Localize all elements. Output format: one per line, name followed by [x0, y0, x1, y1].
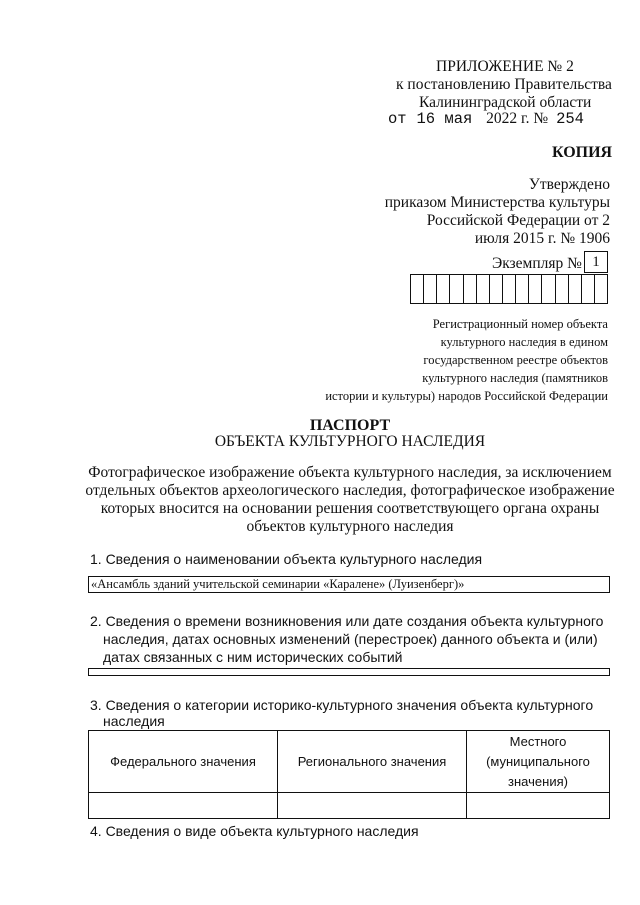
grid-cell — [477, 275, 490, 303]
approved-line-1: Утверждено — [528, 176, 610, 193]
grid-cell — [450, 275, 463, 303]
copy-label: КОПИЯ — [552, 144, 613, 161]
grid-cell — [595, 275, 607, 303]
photo-text-2: отдельных объектов археологического наследия, фотографическое изображение — [85, 482, 615, 499]
category-value-row — [89, 793, 610, 819]
appendix-title: ПРИЛОЖЕНИЕ № 2 — [436, 58, 574, 75]
registration-number-grid — [410, 274, 608, 304]
decree-number: 254 — [556, 110, 584, 128]
photo-text-3: которых вносится на основании решения соответствующего органа охраны — [100, 500, 600, 517]
grid-cell — [542, 275, 555, 303]
category-table — [88, 730, 610, 819]
col-federal: Федерального значения — [89, 731, 278, 793]
approved-line-4: июля 2015 г. № 1906 — [474, 230, 610, 247]
dates-field — [88, 668, 610, 676]
grid-cell — [411, 275, 424, 303]
col-regional: Регионального значения — [278, 731, 467, 793]
passport-title: ПАСПОРТ — [309, 417, 391, 434]
object-name-value: «Ансамбль зданий учительской семинарии «Каралене» (Луизенберг)» — [91, 577, 465, 591]
copy-number-value: 1 — [592, 254, 600, 270]
photo-text-1: Фотографическое изображение объекта культурного наследия, за исключением — [88, 464, 612, 481]
col-local-line-1: Местного — [509, 733, 567, 749]
appendix-line-1: к постановлению Правительства — [396, 76, 612, 93]
passport-subtitle: ОБЪЕКТА КУЛЬТУРНОГО НАСЛЕДИЯ — [214, 433, 486, 450]
grid-cell — [503, 275, 516, 303]
date-prefix: от — [388, 110, 407, 128]
object-name-field — [88, 576, 610, 593]
copy-number-label: Экземпляр № — [492, 255, 582, 272]
federal-value-cell — [89, 793, 278, 819]
approved-line-3: Российской Федерации от 2 — [426, 212, 610, 229]
local-value-cell — [467, 793, 610, 819]
section-3-line-2: наследия — [103, 713, 165, 729]
grid-cell — [529, 275, 542, 303]
section-1-heading: 1. Сведения о наименовании объекта культурного наследия — [90, 551, 483, 567]
regional-value-cell — [278, 793, 467, 819]
section-4-heading: 4. Сведения о виде объекта культурного наследия — [90, 823, 419, 839]
grid-cell — [582, 275, 595, 303]
grid-cell — [464, 275, 477, 303]
photo-text-4: объектов культурного наследия — [246, 518, 454, 535]
registration-caption-1: Регистрационный номер объекта — [432, 317, 608, 331]
category-header-row — [89, 731, 610, 793]
appendix-date-line — [388, 110, 584, 128]
section-2-line-3: датах связанных с ним исторических событий — [103, 649, 403, 665]
grid-cell — [556, 275, 569, 303]
grid-cell — [569, 275, 582, 303]
copy-number-box — [584, 251, 608, 273]
appendix-line-2: Калининградской области — [419, 94, 592, 111]
col-local — [467, 731, 610, 793]
date-value: 16 мая — [416, 110, 473, 128]
section-3-line-1: 3. Сведения о категории историко-культурного значения объекта культурного — [90, 697, 594, 713]
registration-caption-3: государственном реестре объектов — [423, 353, 608, 367]
grid-cell — [490, 275, 503, 303]
col-local-line-2: (муниципального — [486, 753, 590, 769]
registration-grid-row — [410, 274, 608, 304]
section-2-line-2: наследия, датах основных изменений (перестроек) данного объекта и (или) — [103, 631, 598, 647]
col-local-line-3: значения) — [508, 773, 568, 789]
section-2-line-1: 2. Сведения о времени возникновения или дате создания объекта культурного — [90, 613, 604, 629]
registration-caption-4: культурного наследия (памятников — [422, 371, 608, 385]
registration-caption-2: культурного наследия в едином — [440, 335, 608, 349]
grid-cell — [516, 275, 529, 303]
grid-cell — [437, 275, 450, 303]
registration-caption-5: истории и культуры) народов Российской Федерации — [325, 389, 608, 403]
date-year: 2022 г. № — [486, 110, 549, 127]
grid-cell — [424, 275, 437, 303]
approved-line-2: приказом Министерства культуры — [384, 194, 610, 211]
